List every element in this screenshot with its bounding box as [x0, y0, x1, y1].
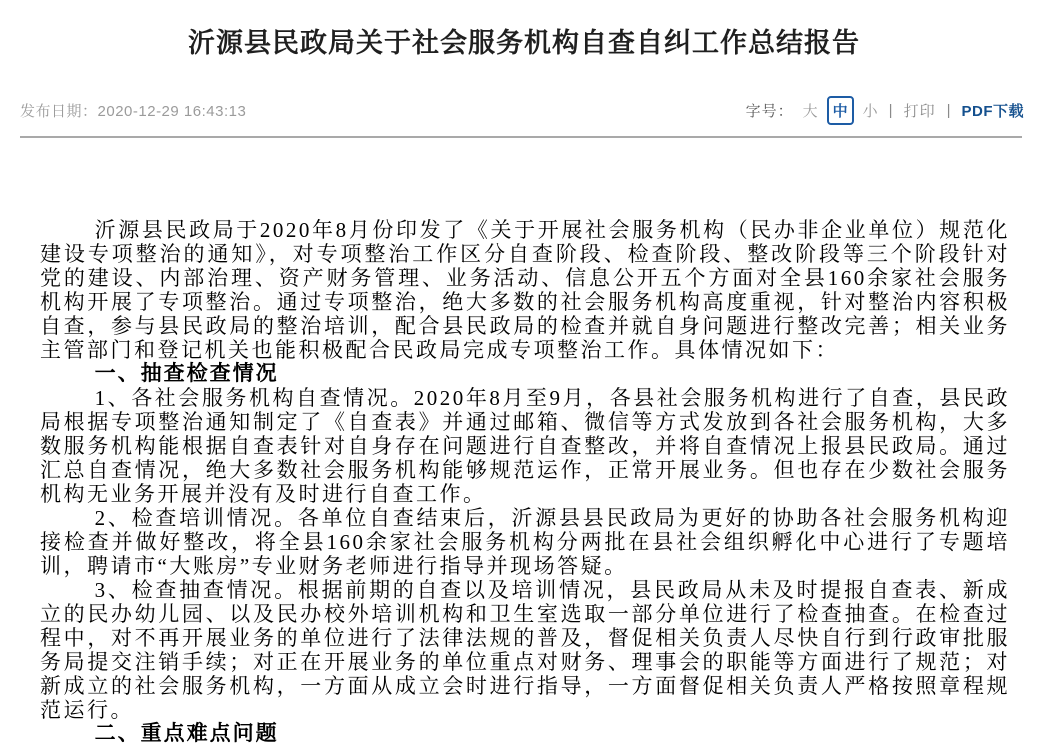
paragraph: 1、各社会服务机构自查情况。2020年8月至9月，各县社会服务机构进行了自查，县民政局根据专项整治通知制定了《自查表》并通过邮箱、微信等方式发放到各社会服务机构，大多数服务机构能根据自查表针对自身存在问题进行自查整改，并将自查情况上报县民政局。通过汇总自查情况，绝大多数社会服务机构能够规范运作，正常开展业务。但也存在少数社会服务机构无业务开展并没有及时进行自查工作。 — [40, 386, 1010, 506]
publish-date — [20, 100, 246, 121]
toolbar-separator: | — [888, 101, 893, 119]
publish-date-value: 2020-12-29 16:43:13 — [97, 102, 247, 120]
page-title: 沂源县民政局关于社会服务机构自查自纠工作总结报告 — [188, 28, 860, 58]
article-body — [0, 218, 1048, 746]
font-size-label: 字号： — [745, 102, 794, 120]
section-heading: 二、重点难点问题 — [94, 722, 279, 745]
meta-row — [0, 96, 1048, 124]
paragraph: 3、检查抽查情况。根据前期的自查以及培训情况，县民政局从未及时提报自查表、新成立的民办幼儿园、以及民办校外培训机构和卫生室选取一部分单位进行了检查抽查。在检查过程中，对不再开展业务的单位进行了法律法规的普及，督促相关负责人尽快自行到行政审批服务局提交注销手续；对正在开展业务的单位重点对财务、理事会的职能等方面进行了规范；对新成立的社会服务机构，一方面从成立会时进行指导，一方面督促相关负责人严格按照章程规范运行。 — [40, 578, 1010, 722]
font-size-large-button[interactable]: 大 — [802, 102, 818, 120]
document-header — [0, 0, 1048, 60]
paragraph: 沂源县民政局于2020年8月份印发了《关于开展社会服务机构（民办非企业单位）规范化建设专项整治的通知》，对专项整治工作区分自查阶段、检查阶段、整改阶段等三个阶段针对党的建设、内部治理、资产财务管理、业务活动、信息公开五个方面对全县160余家社会服务机构开展了专项整治。通过专项整治，绝大多数的社会服务机构高度重视，针对整治内容积极自查，参与县民政局的整治培训，配合县民政局的检查并就自身问题进行整改完善；相关业务主管部门和登记机关也能积极配合民政局完成专项整治工作。具体情况如下： — [40, 218, 1010, 362]
toolbar-separator: | — [946, 101, 951, 119]
header-divider — [20, 136, 1022, 138]
toolbar — [746, 96, 1024, 125]
paragraph: 2、检查培训情况。各单位自查结束后，沂源县县民政局为更好的协助各社会服务机构迎接检查并做好整改，将全县160余家社会服务机构分两批在县社会组织孵化中心进行了专题培训，聘请市“大账房”专业财务老师进行指导并现场答疑。 — [40, 506, 1010, 578]
pdf-download-button[interactable]: PDF下载 — [961, 102, 1024, 120]
publish-date-label: 发布日期： — [20, 102, 98, 120]
print-button[interactable]: 打印 — [903, 102, 936, 120]
section-heading: 一、抽查检查情况 — [94, 362, 279, 385]
font-size-small-button[interactable]: 小 — [862, 102, 878, 120]
font-size-medium-button[interactable]: 中 — [827, 96, 854, 125]
